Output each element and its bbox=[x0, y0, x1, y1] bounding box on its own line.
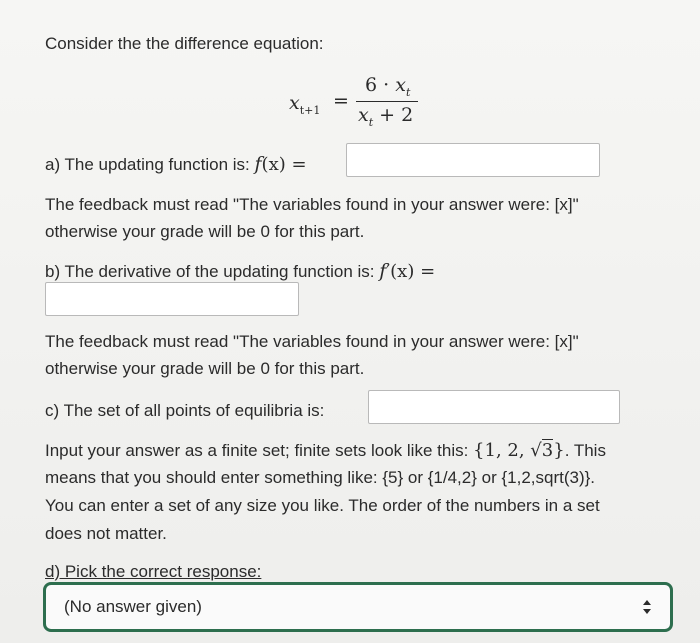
instructions-line3: You can enter a set of any size you like. The order of the numbers in a set bbox=[45, 496, 600, 515]
equation-equals: = bbox=[333, 90, 349, 112]
feedback-note-a-line2: otherwise your grade will be 0 for this part. bbox=[45, 222, 365, 241]
updating-function-input[interactable] bbox=[346, 143, 600, 177]
equation-lhs: $x_{t+1}$ bbox=[289, 92, 321, 117]
response-select[interactable] bbox=[43, 582, 673, 632]
sqrt-symbol: √3 bbox=[530, 440, 554, 461]
equilibria-input[interactable] bbox=[368, 390, 620, 424]
up-down-arrows-icon bbox=[642, 597, 652, 617]
part-a-label: a) The updating function is: f(x) = bbox=[45, 153, 307, 175]
part-d-label: d) Pick the correct response: bbox=[45, 562, 262, 581]
feedback-note-a-line1: The feedback must read "The variables found in your answer were: [x]" bbox=[45, 195, 579, 214]
fraction-bar bbox=[356, 101, 418, 102]
feedback-note-b-line1: The feedback must read "The variables found in your answer were: [x]" bbox=[45, 332, 579, 351]
instructions-line4: does not matter. bbox=[45, 524, 167, 543]
instructions-line2: means that you should enter something like: {5} or {1/4,2} or {1,2,sqrt(3)}. bbox=[45, 468, 596, 487]
part-b-label: b) The derivative of the updating function is: f′(x) = bbox=[45, 260, 436, 282]
intro-text: Consider the the difference equation: bbox=[45, 34, 324, 53]
derivative-input[interactable] bbox=[45, 282, 299, 316]
equation-numerator: $6 \cdot x_t$ bbox=[365, 74, 411, 99]
part-c-label: c) The set of all points of equilibria is: bbox=[45, 401, 325, 420]
feedback-note-b-line2: otherwise your grade will be 0 for this part. bbox=[45, 359, 365, 378]
instructions-line1: Input your answer as a finite set; finite sets look like this: {1, 2, √3}. This bbox=[45, 440, 606, 461]
equation-denominator: $x_t + 2$ bbox=[358, 104, 414, 129]
select-value: (No answer given) bbox=[64, 597, 202, 616]
